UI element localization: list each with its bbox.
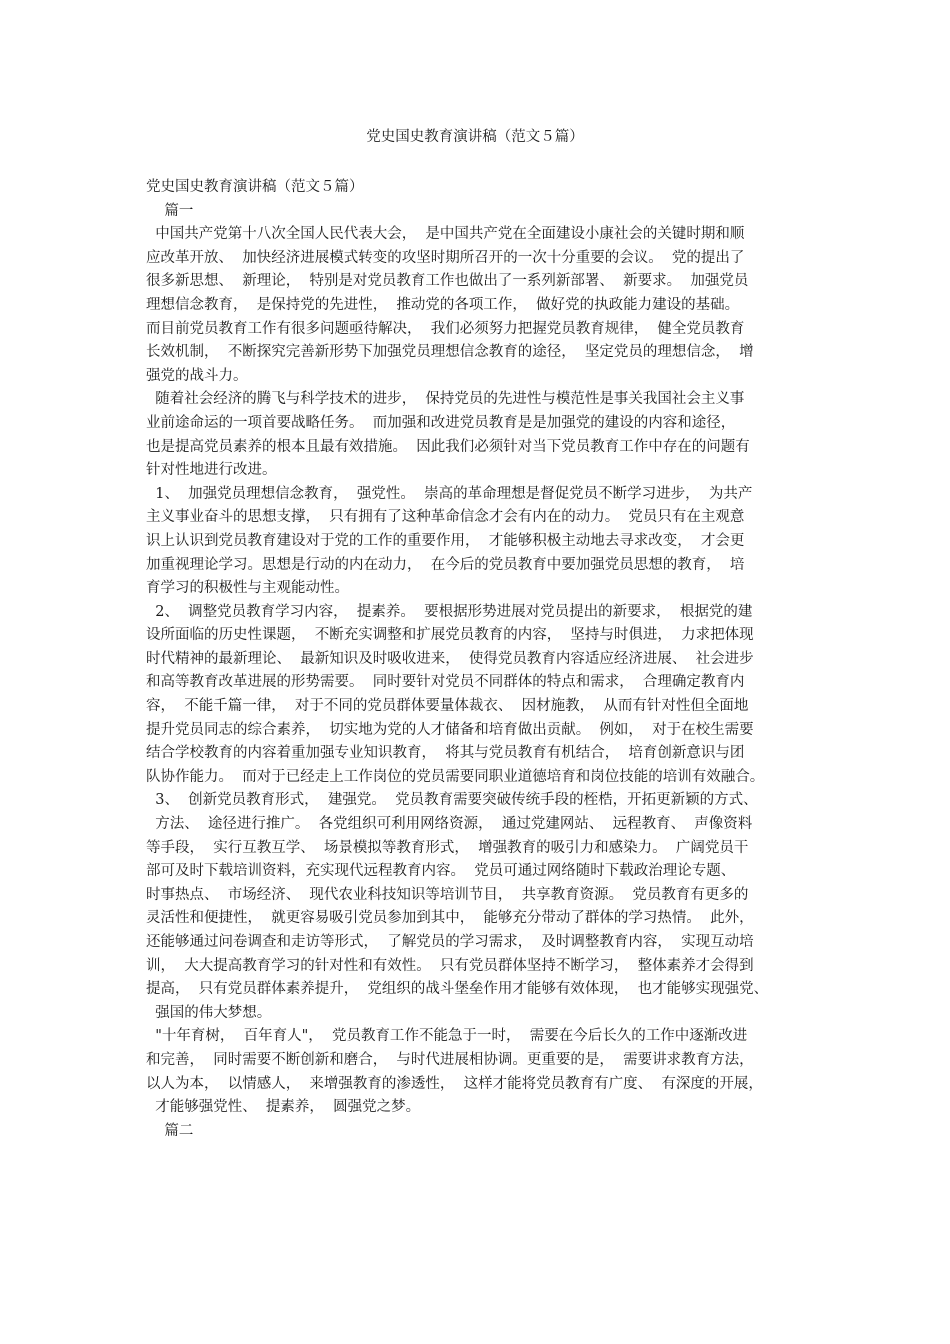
text-line: 理想信念教育， 是保持党的先进性， 推动党的各项工作， 做好党的执政能力建设的基础。: [146, 296, 740, 313]
text-line: 队协作能力。 而对于已经走上工作岗位的党员需要同职业道德培育和岗位技能的培训有效融合。: [146, 768, 765, 785]
text-line: 育学习的积极性与主观能动性。: [146, 580, 349, 597]
text-line: 而目前党员教育工作有很多问题亟待解决， 我们必须努力把握党员教育规律， 健全党员教育: [146, 320, 745, 337]
text-line: "十年育树， 百年育人"， 党员教育工作不能急于一时， 需要在今后长久的工作中逐渐改进: [146, 1028, 748, 1045]
text-line: 训， 大大提高教育学习的针对性和有效性。 只有党员群体坚持不断学习， 整体素养才会得到: [146, 957, 754, 974]
text-line: 时代精神的最新理论、 最新知识及时吸收进来， 使得党员教育内容适应经济进展、 社会进步: [146, 650, 754, 667]
text-line: 等手段， 实行互教互学、 场景模拟等教育形式， 增强教育的吸引力和感染力。 广阔党员干: [146, 839, 749, 856]
text-line: 还能够通过问卷调查和走访等形式， 了解党员的学习需求， 及时调整教育内容， 实现互动培: [146, 934, 754, 950]
text-line: 设所面临的历史性课题， 不断充实调整和扩展党员教育的内容， 坚持与时俱进， 力求把体现: [146, 627, 754, 644]
text-line: 部可及时下载培训资料，充实现代远程教育内容。 党员可通过网络随时下载政治理论专题、: [146, 863, 736, 880]
text-line: 业前途命运的一项首要战略任务。 而加强和改进党员教育是是加强党的建设的内容和途径，: [146, 414, 736, 431]
text-line: 强党的战斗力。: [146, 367, 248, 384]
text-line: 提升党员同志的综合素养， 切实地为党的人才储备和培育做出贡献。 例如， 对于在校生需要: [146, 721, 754, 738]
text-line: 应改革开放、 加快经济进展模式转变的攻坚时期所召开的一次十分重要的会议。 党的提出了: [146, 249, 745, 266]
text-line: 才能够强党性、 提素养， 圆强党之梦。: [146, 1099, 421, 1116]
text-line: 方法、 途径进行推广。 各党组织可利用网络资源， 通过党建网站、 远程教育、 声像资料: [146, 816, 753, 833]
text-line: 和高等教育改革进展的形势需要。 同时要针对党员不同群体的特点和需求， 合理确定教育内: [146, 674, 745, 691]
text-line: 加重视理论学习。思想是行动的内在动力， 在今后的党员教育中要加强党员思想的教育， 培: [146, 556, 745, 573]
text-line: 以人为本， 以情感人， 来增强教育的渗透性， 这样才能将党员教育有广度、 有深度的开展，: [146, 1075, 763, 1092]
text-line: 针对性地进行改进。: [146, 462, 277, 479]
text-line: 很多新思想、 新理论， 特别是对党员教育工作也做出了一系列新部署、 新要求。 加强党员: [146, 273, 749, 290]
document-body: [146, 176, 826, 1143]
text-line: 结合学校教育的内容着重加强专业知识教育， 将其与党员教育有机结合， 培育创新意识与团: [146, 745, 745, 762]
text-line: 1、 加强党员理想信念教育， 强党性。 崇高的革命理想是督促党员不断学习进步， 为共产: [146, 485, 753, 502]
text-line: 篇二: [146, 1122, 194, 1139]
text-line: 篇一: [146, 202, 194, 219]
text-line: 时事热点、 市场经济、 现代农业科技知识等培训节目， 共享教育资源。 党员教育有更多的: [146, 886, 749, 903]
text-line: 灵活性和便捷性， 就更容易吸引党员参加到其中， 能够充分带动了群体的学习热情。 此外，: [146, 910, 754, 927]
text-line: 和完善， 同时需要不断创新和磨合， 与时代进展相协调。更重要的是， 需要讲求教育方法，: [146, 1051, 754, 1068]
text-line: 2、 调整党员教育学习内容， 提素养。 要根据形势进展对党员提出的新要求， 根据党的建: [146, 603, 753, 620]
text-line: 容， 不能千篇一律， 对于不同的党员群体要量体裁衣、 因材施教， 从而有针对性但全面地: [146, 698, 749, 715]
text-line: 长效机制， 不断探究完善新形势下加强党员理想信念教育的途径， 坚定党员的理想信念， 增: [146, 344, 754, 361]
document-title: 党史国史教育演讲稿（范文５篇）: [366, 129, 584, 145]
text-line: 提高， 只有党员群体素养提升， 党组织的战斗堡垒作用才能够有效体现， 也才能够实现强党、: [146, 981, 769, 998]
text-line: 识上认识到党员教育建设对于党的工作的重要作用， 才能够积极主动地去寻求改变， 才会更: [146, 532, 745, 549]
text-line: 中国共产党第十八次全国人民代表大会， 是中国共产党在全面建设小康社会的关键时期和顺: [146, 226, 745, 243]
text-line: 也是提高党员素养的根本且最有效措施。 因此我们必须针对当下党员教育工作中存在的问题有: [146, 438, 750, 455]
text-line: 随着社会经济的腾飞与科学技术的进步， 保持党员的先进性与模范性是事关我国社会主义事: [146, 391, 745, 408]
text-line: 强国的伟大梦想。: [146, 1004, 272, 1021]
text-line: 3、 创新党员教育形式， 建强党。 党员教育需要突破传统手段的桎梏，开拓更新颖的方式、: [146, 792, 758, 809]
text-line: 党史国史教育演讲稿（范文５篇）: [146, 179, 364, 195]
text-line: 主义事业奋斗的思想支撑， 只有拥有了这种革命信念才会有内在的动力。 党员只有在主观意: [146, 509, 745, 526]
